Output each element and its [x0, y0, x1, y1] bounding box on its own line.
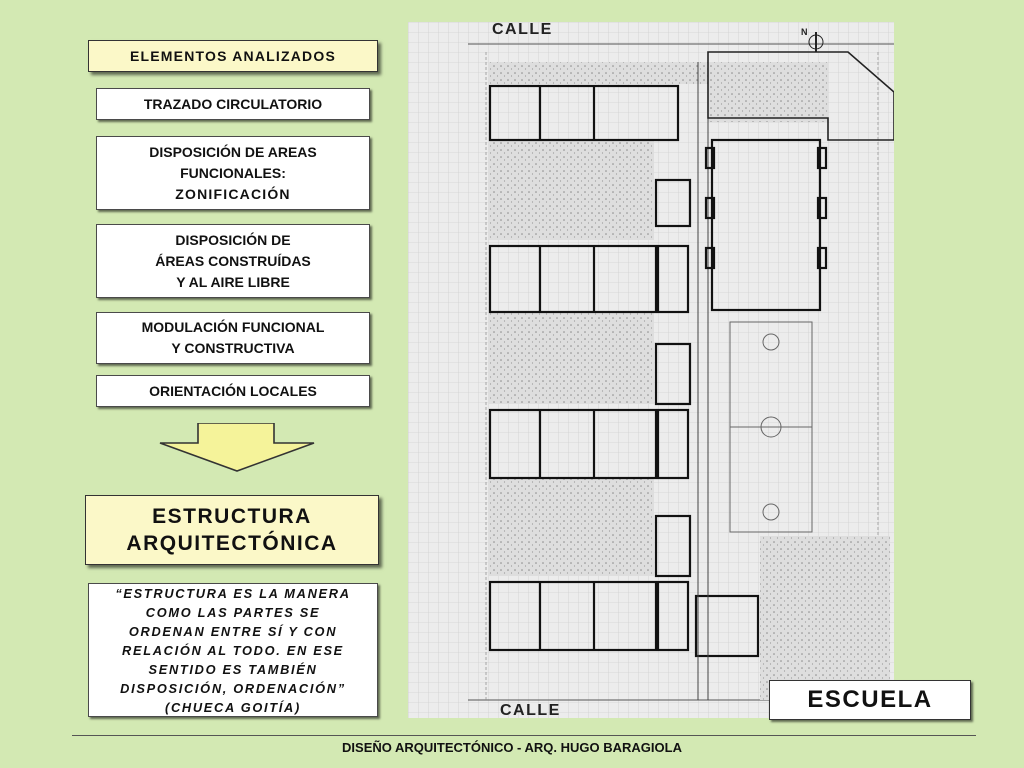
item-line: TRAZADO CIRCULATORIO — [143, 95, 323, 112]
quote-line: ORDENAN ENTRE SÍ Y CON — [128, 623, 338, 639]
structure-line: ARQUITECTÓNICA — [126, 532, 338, 555]
footer-text: DISEÑO ARQUITECTÓNICO - ARQ. HUGO BARAGIOLA — [342, 740, 682, 755]
item-modulation — [96, 312, 370, 364]
structure-line: ESTRUCTURA — [152, 505, 312, 528]
item-line: Y AL AIRE LIBRE — [176, 273, 290, 290]
item-line: Y CONSTRUCTIVA — [171, 340, 295, 356]
item-line: ÁREAS CONSTRUÍDAS — [155, 252, 311, 269]
item-line: MODULACIÓN FUNCIONAL — [141, 319, 325, 335]
quote-line: RELACIÓN AL TODO. EN ESE — [122, 642, 344, 658]
quote-line: COMO LAS PARTES SE — [145, 604, 321, 620]
item-line: DISPOSICIÓN DE AREAS — [149, 143, 317, 160]
structure-quote — [88, 583, 378, 717]
quote-line: SENTIDO ES TAMBIÉN — [148, 661, 318, 677]
street-label-top: CALLE — [492, 21, 553, 38]
down-arrow-icon — [158, 423, 316, 473]
quote-line: “ESTRUCTURA ES LA MANERA — [115, 585, 351, 601]
item-line: DISPOSICIÓN DE — [175, 231, 291, 248]
quote-line: (CHUECA GOITÍA) — [165, 699, 301, 715]
item-circulation-layout — [96, 88, 370, 120]
school-label: ESCUELA — [769, 680, 971, 720]
school-floor-plan — [408, 22, 894, 718]
footer-divider — [72, 735, 976, 736]
item-line: FUNCIONALES: — [180, 164, 286, 181]
analyzed-elements-title-text: ELEMENTOS ANALIZADOS — [129, 48, 336, 64]
north-label: N — [801, 27, 808, 37]
street-label-bottom: CALLE — [500, 702, 561, 719]
architectural-structure-heading — [85, 495, 379, 565]
quote-line: DISPOSICIÓN, ORDENACIÓN” — [120, 680, 346, 696]
floor-plan-drawing — [408, 22, 894, 718]
analyzed-elements-title — [88, 40, 378, 72]
item-line: ZONIFICACIÓN — [175, 185, 291, 202]
item-line: ORIENTACIÓN LOCALES — [149, 382, 317, 399]
item-functional-areas — [96, 136, 370, 210]
item-built-open-areas — [96, 224, 370, 298]
item-orientation — [96, 375, 370, 407]
